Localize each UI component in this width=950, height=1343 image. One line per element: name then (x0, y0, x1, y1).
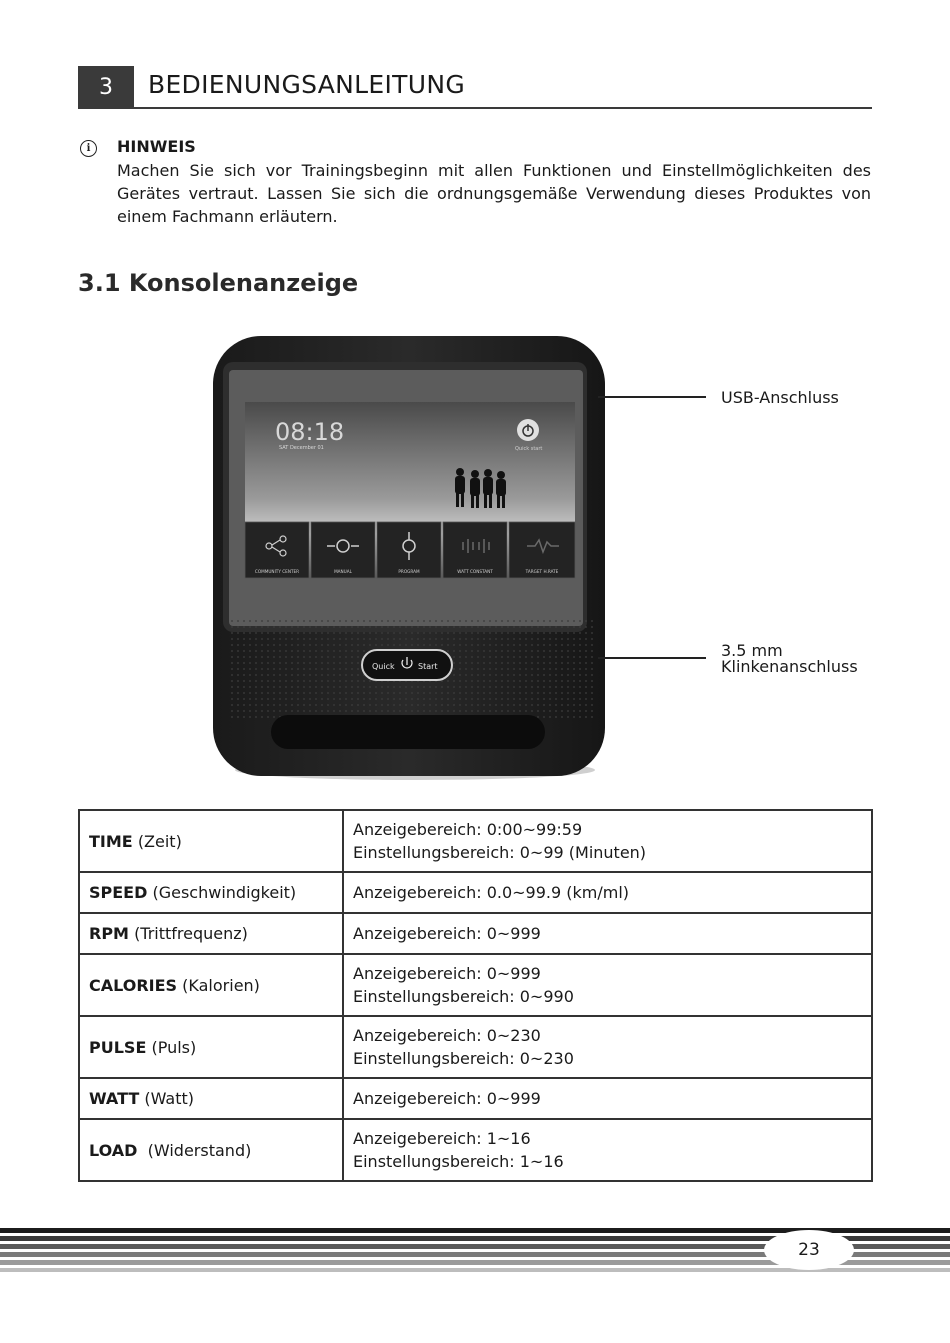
param-name: RPM (89, 924, 129, 943)
range-text: Anzeigebereich: 0~230 (353, 1026, 541, 1045)
param-desc: (Kalorien) (182, 975, 260, 995)
range-text: Einstellungsbereich: 0~99 (Minuten) (353, 843, 647, 862)
table-row (79, 872, 872, 913)
range-text: Anzeigebereich: 1~16 (353, 1129, 531, 1148)
page-number: 23 (764, 1230, 854, 1270)
console-illustration (205, 330, 625, 790)
menu-label: MANUAL (334, 569, 352, 574)
table-row (79, 810, 872, 872)
chapter-divider (78, 107, 872, 109)
jack-label-line1: 3.5 mm (721, 641, 783, 660)
range-text: Anzeigebereich: 0:00~99:59 (353, 820, 583, 839)
range-text: Einstellungsbereich: 0~230 (353, 1049, 574, 1068)
menu-label: COMMUNITY CENTER (254, 569, 300, 574)
menu-label: WATT CONSTANT (457, 569, 493, 574)
table-row (79, 913, 872, 954)
range-text: Anzeigebereich: 0~999 (353, 1089, 541, 1108)
chapter-title: BEDIENUNGSANLEITUNG (148, 70, 466, 99)
table-row (79, 1119, 872, 1181)
param-name: CALORIES (89, 975, 178, 995)
param-desc: (Trittfrequenz) (134, 924, 248, 943)
table-row (79, 1016, 872, 1078)
note-title: HINWEIS (117, 137, 196, 156)
specs-table (78, 809, 873, 1182)
param-name: PULSE (89, 1037, 147, 1057)
start-label: Start (418, 662, 438, 671)
range-text: Einstellungsbereich: 1~16 (353, 1152, 564, 1171)
jack-label-line2: Klinkenanschluss (721, 657, 858, 676)
param-desc: (Zeit) (137, 831, 182, 851)
param-name: LOAD (89, 1140, 138, 1160)
usb-callout-line (598, 396, 706, 398)
usb-port-label: USB-Anschluss (721, 388, 839, 407)
screen-time: 08:18 (275, 418, 345, 446)
menu-label: PROGRAM (398, 569, 420, 574)
param-desc: (Puls) (151, 1037, 197, 1057)
info-icon: i (80, 140, 97, 157)
screen-menu (245, 522, 575, 578)
range-text: Anzeigebereich: 0.0~99.9 (km/ml) (353, 883, 630, 902)
screen-quick-start: Quick start (515, 446, 543, 452)
section-title: 3.1 Konsolenanzeige (78, 269, 359, 297)
range-text: Anzeigebereich: 0~999 (353, 964, 541, 983)
range-text: Einstellungsbereich: 0~990 (353, 987, 574, 1006)
jack-callout-line (598, 657, 706, 659)
param-name: SPEED (89, 883, 148, 902)
table-row (79, 1078, 872, 1119)
param-name: TIME (89, 831, 133, 851)
menu-label: TARGET H.RATE (525, 569, 559, 574)
quick-label: Quick (372, 662, 395, 671)
param-name: WATT (89, 1089, 140, 1108)
param-desc: (Geschwindigkeit) (152, 883, 297, 902)
screen-date: SAT December 01 (279, 445, 324, 451)
table-row (79, 954, 872, 1016)
note-text: Machen Sie sich vor Trainingsbeginn mit allen Funktionen und Einstellmöglichkeiten des Gerätes vertraut. Lassen Sie sich die ordnungsgemäße Verwendung dieses Produktes von einem Fachmann erläutern. (117, 161, 871, 226)
param-desc: (Widerstand) (142, 1140, 252, 1160)
chapter-number: 3 (78, 66, 134, 109)
range-text: Anzeigebereich: 0~999 (353, 924, 541, 943)
param-desc: (Watt) (144, 1089, 194, 1108)
console-handle-slot (271, 715, 545, 749)
